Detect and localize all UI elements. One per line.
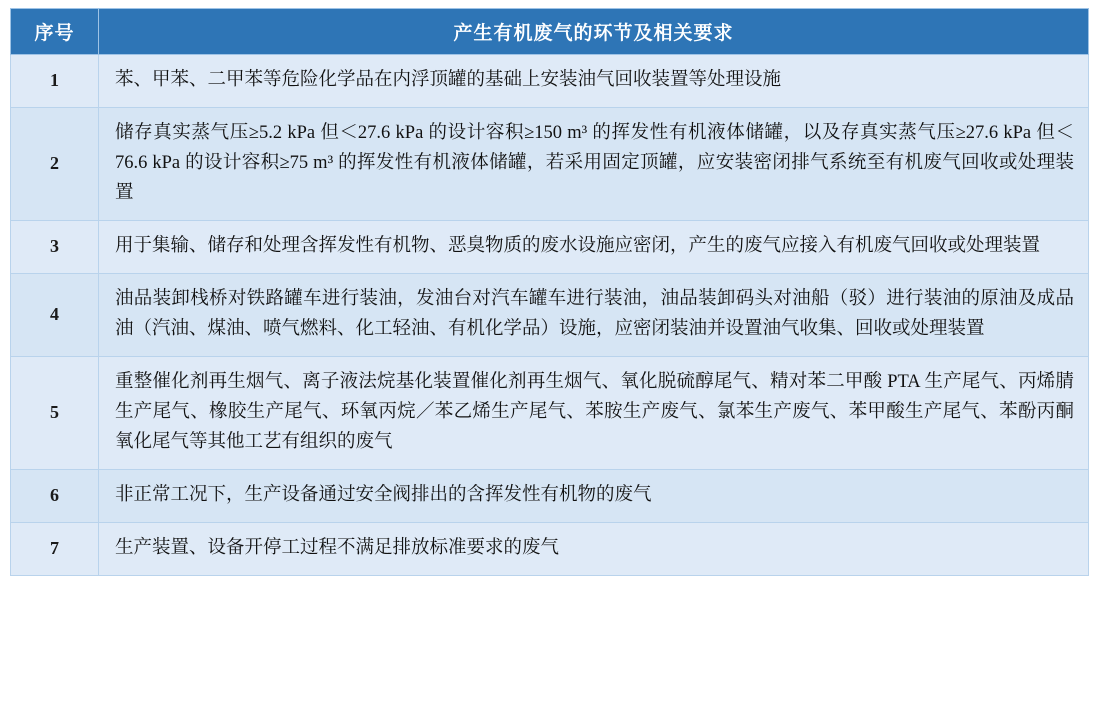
row-content: 用于集输、储存和处理含挥发性有机物、恶臭物质的废水设施应密闭，产生的废气应接入有机废气回收或处理装置 [99, 220, 1089, 273]
row-number: 3 [11, 220, 99, 273]
row-number: 6 [11, 469, 99, 522]
table-row [11, 107, 1089, 220]
table-row [11, 220, 1089, 273]
row-number: 2 [11, 107, 99, 220]
row-content: 非正常工况下，生产设备通过安全阀排出的含挥发性有机物的废气 [99, 469, 1089, 522]
row-content: 油品装卸栈桥对铁路罐车进行装油，发油台对汽车罐车进行装油，油品装卸码头对油船（驳）进行装油的原油及成品油（汽油、煤油、喷气燃料、化工轻油、有机化学品）设施，应密闭装油并设置油气收集、回收或处理装置 [99, 273, 1089, 356]
row-content: 生产装置、设备开停工过程不满足排放标准要求的废气 [99, 522, 1089, 575]
column-header-content: 产生有机废气的环节及相关要求 [99, 9, 1089, 55]
row-number: 1 [11, 55, 99, 108]
row-number: 4 [11, 273, 99, 356]
row-content: 储存真实蒸气压≥5.2 kPa 但＜27.6 kPa 的设计容积≥150 m³ 的挥发性有机液体储罐，以及存真实蒸气压≥27.6 kPa 但＜76.6 kPa 的设计容积≥75 m³ 的挥发性有机液体储罐，若采用固定顶罐，应安装密闭排气系统至有机废气回收或处理装置 [99, 107, 1089, 220]
row-content: 苯、甲苯、二甲苯等危险化学品在内浮顶罐的基础上安装油气回收装置等处理设施 [99, 55, 1089, 108]
row-number: 5 [11, 356, 99, 469]
table-row [11, 273, 1089, 356]
table-header-row [11, 9, 1089, 55]
row-content: 重整催化剂再生烟气、离子液法烷基化装置催化剂再生烟气、氧化脱硫醇尾气、精对苯二甲酸 PTA 生产尾气、丙烯腈生产尾气、橡胶生产尾气、环氧丙烷／苯乙烯生产尾气、苯胺生产废气、氯苯生产废气、苯甲酸生产尾气、苯酚丙酮氧化尾气等其他工艺有组织的废气 [99, 356, 1089, 469]
voc-requirements-table [10, 8, 1089, 576]
column-header-no: 序号 [11, 9, 99, 55]
table-body [11, 55, 1089, 576]
row-number: 7 [11, 522, 99, 575]
table-row [11, 55, 1089, 108]
table-row [11, 356, 1089, 469]
table-row [11, 522, 1089, 575]
table-header [11, 9, 1089, 55]
table-row [11, 469, 1089, 522]
